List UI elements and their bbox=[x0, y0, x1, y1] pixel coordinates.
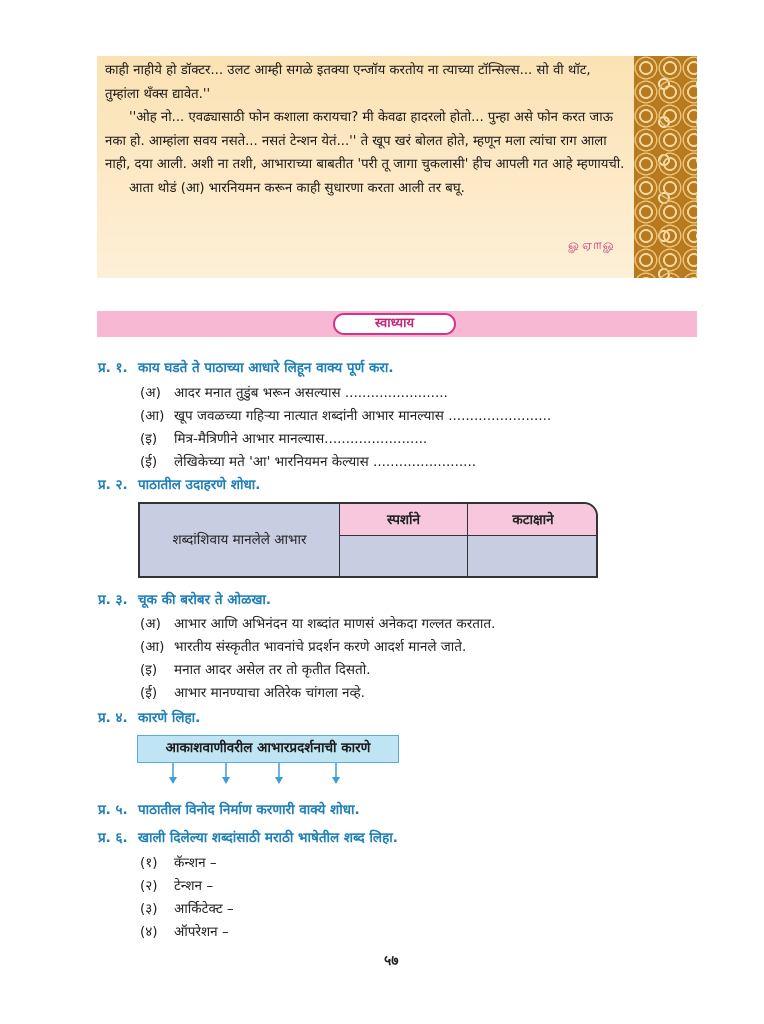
author-signature: ௐஏ௱ௐ bbox=[568, 238, 617, 253]
arrow-down-icon bbox=[168, 763, 178, 785]
list-item: (ई) लेखिकेच्या मते 'आ' भारनियमन केल्यास ........................ bbox=[140, 454, 477, 470]
list-item: (आ) खूप जवळच्या गहिऱ्या नात्यात शब्दांनी आभार मानल्यास ........................ bbox=[140, 408, 552, 424]
question-4: प्र. ४. कारणे लिहा. bbox=[98, 710, 201, 726]
list-item: (इ) मनात आदर असेल तर तो कृतीत दिसतो. bbox=[140, 662, 371, 678]
question-number: प्र. १. bbox=[98, 360, 128, 376]
table-header-glance: कटाक्षाने bbox=[468, 504, 598, 536]
table-row-label: शब्दांशिवाय मानलेले आभार bbox=[140, 504, 340, 576]
decorative-swirl-border bbox=[634, 56, 697, 278]
list-item: (४) ऑपरेशन – bbox=[140, 924, 229, 940]
reasons-box: आकाशवाणीवरील आभारप्रदर्शनाची कारणे bbox=[137, 735, 399, 763]
story-excerpt bbox=[97, 56, 634, 278]
story-paragraph-3: आता थोडं (आ) भारनियमन करून काही सुधारणा करता आली तर बघू. bbox=[129, 180, 465, 196]
list-item: (ई) आभार मानण्याचा अतिरेक चांगला नव्हे. bbox=[140, 685, 365, 701]
list-item: (इ) मित्र-मैत्रिणीने आभार मानल्यास........................ bbox=[140, 431, 428, 447]
arrow-down-icon bbox=[274, 763, 284, 785]
list-item: (२) टेन्शन – bbox=[140, 878, 214, 894]
question-2: प्र. २. पाठातील उदाहरणे शोधा. bbox=[98, 477, 261, 493]
question-5: प्र. ५. पाठातील विनोद निर्माण करणारी वाक्ये शोधा. bbox=[98, 802, 360, 818]
list-item: (१) कॅन्शन – bbox=[140, 855, 217, 871]
examples-table bbox=[138, 502, 598, 578]
list-item: (अ) आदर मनात तुडुंब भरून असल्यास ........................ bbox=[140, 385, 448, 401]
arrow-down-icon bbox=[221, 763, 231, 785]
question-6: प्र. ६. खाली दिलेल्या शब्दांसाठी मराठी भाषेतील शब्द लिहा. bbox=[98, 830, 398, 846]
story-paragraph-1: काही नाहीये हो डॉक्टर... उलट आम्ही सगळे इतक्या एन्जॉय करतोय ना त्याच्या टॉन्सिल्स... सो वी थॉट, तुम्हांला थँक्स द्यावेत.'' bbox=[105, 63, 591, 102]
question-3: प्र. ३. चूक की बरोबर ते ओळखा. bbox=[98, 592, 271, 608]
arrow-down-icon bbox=[331, 763, 341, 785]
table-answer-cell[interactable] bbox=[340, 536, 468, 576]
page-number: ५७ bbox=[384, 953, 399, 969]
story-paragraph-2: ''ओह नो... एवढ्यासाठी फोन कशाला करायचा? मी केवढा हादरलो होतो... पुन्हा असे फोन करत जाऊ नका हो. आम्हांला सवय नसते... नसतं टेन्शन येतं...'' ते खूप खरं बोलत होते, म्हणून मला त्यांचा राग आला नाही, दया आली. अशी ना तशी, आभाराच्या बाबतीत 'परी तू जागा चुकलासी' हीच आपली गत आहे म्हणायची. bbox=[105, 110, 625, 173]
list-item: (आ) भारतीय संस्कृतीत भावनांचे प्रदर्शन करणे आदर्श मानले जाते. bbox=[140, 639, 467, 655]
table-header-touch: स्पर्शाने bbox=[340, 504, 468, 536]
list-item: (अ) आभार आणि अभिनंदन या शब्दांत माणसं अनेकदा गल्लत करतात. bbox=[140, 616, 496, 632]
list-item: (३) आर्किटेक्ट – bbox=[140, 901, 234, 917]
question-text: काय घडते ते पाठाच्या आधारे लिहून वाक्य पूर्ण करा. bbox=[138, 360, 394, 376]
table-answer-cell[interactable] bbox=[468, 536, 598, 576]
section-title: स्वाध्याय bbox=[333, 313, 456, 335]
question-1 bbox=[98, 358, 394, 378]
